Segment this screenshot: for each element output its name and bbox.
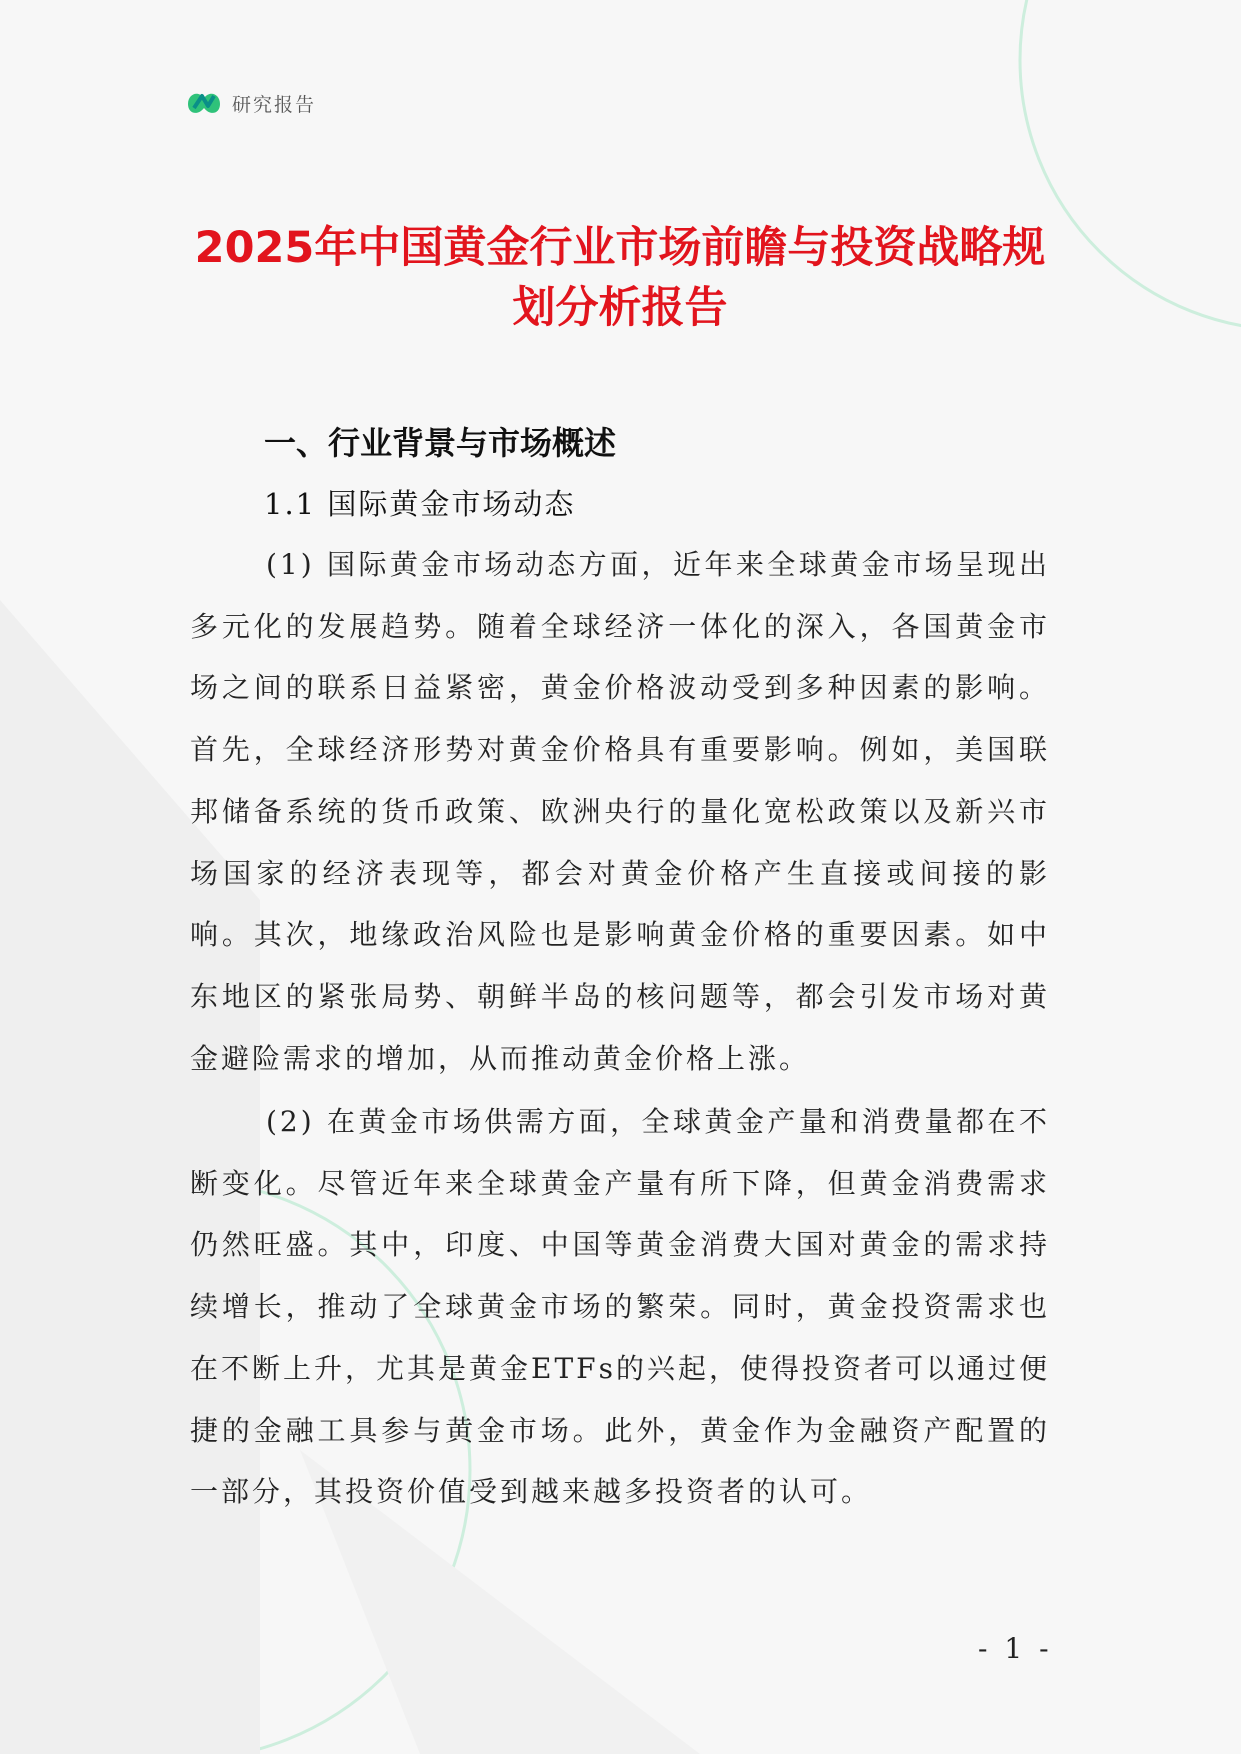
paragraph-block: [190, 534, 1050, 1089]
section-heading: 一、行业背景与市场概述: [264, 424, 617, 462]
page-number: - 1 -: [978, 1632, 1053, 1665]
paragraph: (1) 国际黄金市场动态方面，近年来全球黄金市场呈现出多元化的发展趋势。随着全球经济一体化的深入，各国黄金市场之间的联系日益紧密，黄金价格波动受到多种因素的影响。首先，全球经济形势对黄金价格具有重要影响。例如，美国联邦储备系统的货币政策、欧洲央行的量化宽松政策以及新兴市场国家的经济表现等，都会对黄金价格产生直接或间接的影响。其次，地缘政治风险也是影响黄金价格的重要因素。如中东地区的紧张局势、朝鲜半岛的核问题等，都会引发市场对黄金避险需求的增加，从而推动黄金价格上涨。: [190, 548, 1050, 1075]
paragraph-block: [190, 1091, 1050, 1523]
report-label: 研究报告: [232, 93, 317, 116]
section-subheading: 1.1 国际黄金市场动态: [264, 487, 576, 521]
paragraph: (2) 在黄金市场供需方面，全球黄金产量和消费量都在不断变化。尽管近年来全球黄金产量有所下降，但黄金消费需求仍然旺盛。其中，印度、中国等黄金消费大国对黄金的需求持续增长，推动了全球黄金市场的繁荣。同时，黄金投资需求也在不断上升，尤其是黄金ETFs的兴起，使得投资者可以通过便捷的金融工具参与黄金市场。此外，黄金作为金融资产配置的一部分，其投资价值受到越来越多投资者的认可。: [190, 1105, 1050, 1509]
leaf-logo-icon: [186, 88, 222, 118]
report-header: [186, 88, 316, 118]
document-title: 2025年中国黄金行业市场前瞻与投资战略规划分析报告: [194, 223, 1046, 333]
